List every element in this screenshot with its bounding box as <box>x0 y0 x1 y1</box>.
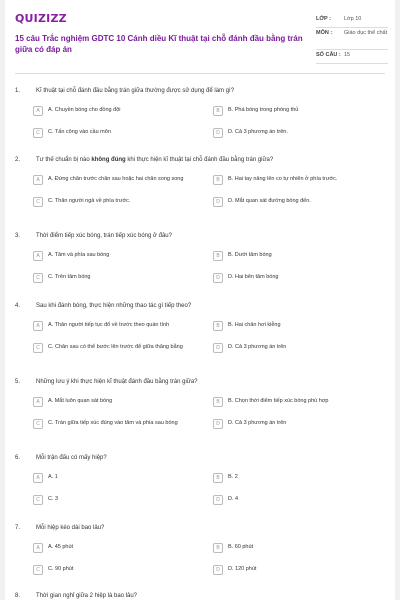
question-number: 3. <box>15 233 21 239</box>
answer-option-a[interactable] <box>33 393 193 410</box>
answer-option-d[interactable] <box>213 124 373 141</box>
question-text: Tư thế chuẩn bị nào không đúng khi thực hiện kĩ thuật tại chỗ đánh đầu bằng trán giữa? <box>36 157 274 163</box>
answer-option-c[interactable] <box>33 339 193 356</box>
option-text: B. Dưới tâm bóng <box>228 252 272 258</box>
answer-option-b[interactable] <box>213 317 373 334</box>
meta-value: Giáo dục thể chất <box>344 30 388 36</box>
option-letter-box: B <box>213 543 223 553</box>
option-letter-box: C <box>33 565 43 575</box>
meta-row-count <box>316 50 388 64</box>
option-letter-box: D <box>213 419 223 429</box>
question-text: Thời gian nghỉ giữa 2 hiệp là bao lâu? <box>36 593 138 599</box>
option-text: D. 4 <box>228 496 239 502</box>
answer-option-d[interactable] <box>213 339 373 356</box>
question-number: 7. <box>15 525 21 531</box>
answer-option-d[interactable] <box>213 193 373 210</box>
option-text: A. Chuyền bóng cho đồng đội <box>48 107 121 113</box>
option-letter-box: A <box>33 175 43 185</box>
answer-option-b[interactable] <box>213 102 373 119</box>
question-number: 4. <box>15 303 21 309</box>
answer-option-b[interactable] <box>213 469 373 486</box>
option-text: D. Cả 3 phương án trên <box>228 344 287 350</box>
option-text: B. Chọn thời điểm tiếp xúc bóng phù hợp <box>228 398 329 404</box>
option-letter-box: C <box>33 273 43 283</box>
header-divider <box>15 73 385 74</box>
question-number: 1. <box>15 88 21 94</box>
answer-option-d[interactable] <box>213 269 373 286</box>
option-letter-box: A <box>33 397 43 407</box>
option-text: A. Tâm và phía sau bóng <box>48 252 110 258</box>
answer-option-a[interactable] <box>33 317 193 334</box>
worksheet-title: 15 câu Trắc nghiệm GDTC 10 Cánh diều Kĩ thuật tại chỗ đánh đầu bằng trán giữa có đáp án <box>15 34 303 54</box>
answer-option-b[interactable] <box>213 171 373 188</box>
option-text: D. Hai bên tâm bóng <box>228 274 279 280</box>
option-letter-box: A <box>33 106 43 116</box>
question-number: 6. <box>15 455 21 461</box>
answer-option-b[interactable] <box>213 539 373 556</box>
answer-option-c[interactable] <box>33 193 193 210</box>
option-letter-box: D <box>213 565 223 575</box>
quizizz-logo: QUIZIZZ <box>15 12 67 25</box>
meta-row-subject <box>316 28 388 50</box>
option-letter-box: B <box>213 251 223 261</box>
option-text: A. 1 <box>48 474 58 480</box>
option-text: B. 60 phút <box>228 544 254 550</box>
question-text: Thời điểm tiếp xúc bóng, trán tiếp xúc bóng ở đâu? <box>36 233 172 239</box>
option-letter-box: C <box>33 197 43 207</box>
option-text: A. 45 phút <box>48 544 74 550</box>
option-letter-box: B <box>213 106 223 116</box>
option-text: C. Trên tâm bóng <box>48 274 91 280</box>
answer-option-a[interactable] <box>33 469 193 486</box>
answer-option-d[interactable] <box>213 415 373 432</box>
answer-option-c[interactable] <box>33 124 193 141</box>
meta-value: 15 <box>344 52 351 58</box>
option-text: B. Hai chân hơi kiễng <box>228 322 281 328</box>
option-text: C. 3 <box>48 496 59 502</box>
option-letter-box: A <box>33 321 43 331</box>
option-text: A. Đứng chân trước chân sau hoặc hai chân song song <box>48 176 184 182</box>
answer-option-d[interactable] <box>213 491 373 508</box>
question-number: 2. <box>15 157 21 163</box>
option-text: B. Phá bóng trong phòng thủ <box>228 107 299 113</box>
question-emphasis: không đúng <box>91 157 126 163</box>
meta-value: Lớp 10 <box>344 16 362 22</box>
option-letter-box: B <box>213 321 223 331</box>
answer-option-a[interactable] <box>33 247 193 264</box>
option-letter-box: B <box>213 397 223 407</box>
option-letter-box: A <box>33 473 43 483</box>
question-text: Mỗi trận đấu có mấy hiệp? <box>36 455 107 461</box>
option-text: D. Cả 3 phương án trên <box>228 420 287 426</box>
option-letter-box: D <box>213 197 223 207</box>
meta-row-grade <box>316 14 388 28</box>
option-text: D. Mắt quan sát đường bóng đến. <box>228 198 311 204</box>
option-letter-box: B <box>213 175 223 185</box>
meta-key: SỐ CÂU : <box>316 52 341 58</box>
option-letter-box: D <box>213 128 223 138</box>
option-text: D. Cả 3 phương án trên. <box>228 129 288 135</box>
option-letter-box: C <box>33 419 43 429</box>
option-letter-box: C <box>33 128 43 138</box>
option-text: C. Chân sau có thể bước lên trước để giữa thăng bằng <box>48 344 183 350</box>
option-text: B. Hai tay nâng lên co tự nhiên ở phía trước. <box>228 176 338 182</box>
answer-option-c[interactable] <box>33 491 193 508</box>
option-letter-box: A <box>33 543 43 553</box>
meta-table <box>316 14 388 64</box>
option-letter-box: D <box>213 495 223 505</box>
answer-option-c[interactable] <box>33 415 193 432</box>
answer-option-d[interactable] <box>213 561 373 578</box>
answer-option-b[interactable] <box>213 247 373 264</box>
option-text: C. 90 phút <box>48 566 74 572</box>
answer-option-c[interactable] <box>33 269 193 286</box>
option-text: C. Thân người ngả về phía trước. <box>48 198 131 204</box>
worksheet-page <box>5 0 395 600</box>
option-text: B. 2 <box>228 474 238 480</box>
answer-option-b[interactable] <box>213 393 373 410</box>
question-text: Mỗi hiệp kéo dài bao lâu? <box>36 525 105 531</box>
answer-option-a[interactable] <box>33 539 193 556</box>
answer-option-a[interactable] <box>33 171 193 188</box>
question-text: Sau khi đánh bóng, thực hiện những thao tác gì tiếp theo? <box>36 303 192 309</box>
answer-option-c[interactable] <box>33 561 193 578</box>
option-text: A. Thân người tiếp tục đổ về trước theo quán tính <box>48 322 170 328</box>
option-text: C. Trán giữa tiếp xúc đúng vào tâm và phía sau bóng <box>48 420 178 426</box>
option-text: C. Tấn công vào cầu môn <box>48 129 111 135</box>
question-number: 8. <box>15 593 21 599</box>
meta-key: MÔN : <box>316 30 333 36</box>
option-letter-box: D <box>213 273 223 283</box>
option-text: D. 120 phút <box>228 566 257 572</box>
option-letter-box: D <box>213 343 223 353</box>
meta-key: LỚP : <box>316 16 331 22</box>
option-letter-box: C <box>33 343 43 353</box>
answer-option-a[interactable] <box>33 102 193 119</box>
option-letter-box: B <box>213 473 223 483</box>
option-text: A. Mắt luôn quan sát bóng <box>48 398 113 404</box>
option-letter-box: C <box>33 495 43 505</box>
question-text: Kĩ thuật tại chỗ đánh đầu bằng trán giữa thường được sử dụng để làm gì? <box>36 88 235 94</box>
question-number: 5. <box>15 379 21 385</box>
question-text: Những lưu ý khi thực hiện kĩ thuật đánh đầu bằng trán giữa? <box>36 379 198 385</box>
option-letter-box: A <box>33 251 43 261</box>
